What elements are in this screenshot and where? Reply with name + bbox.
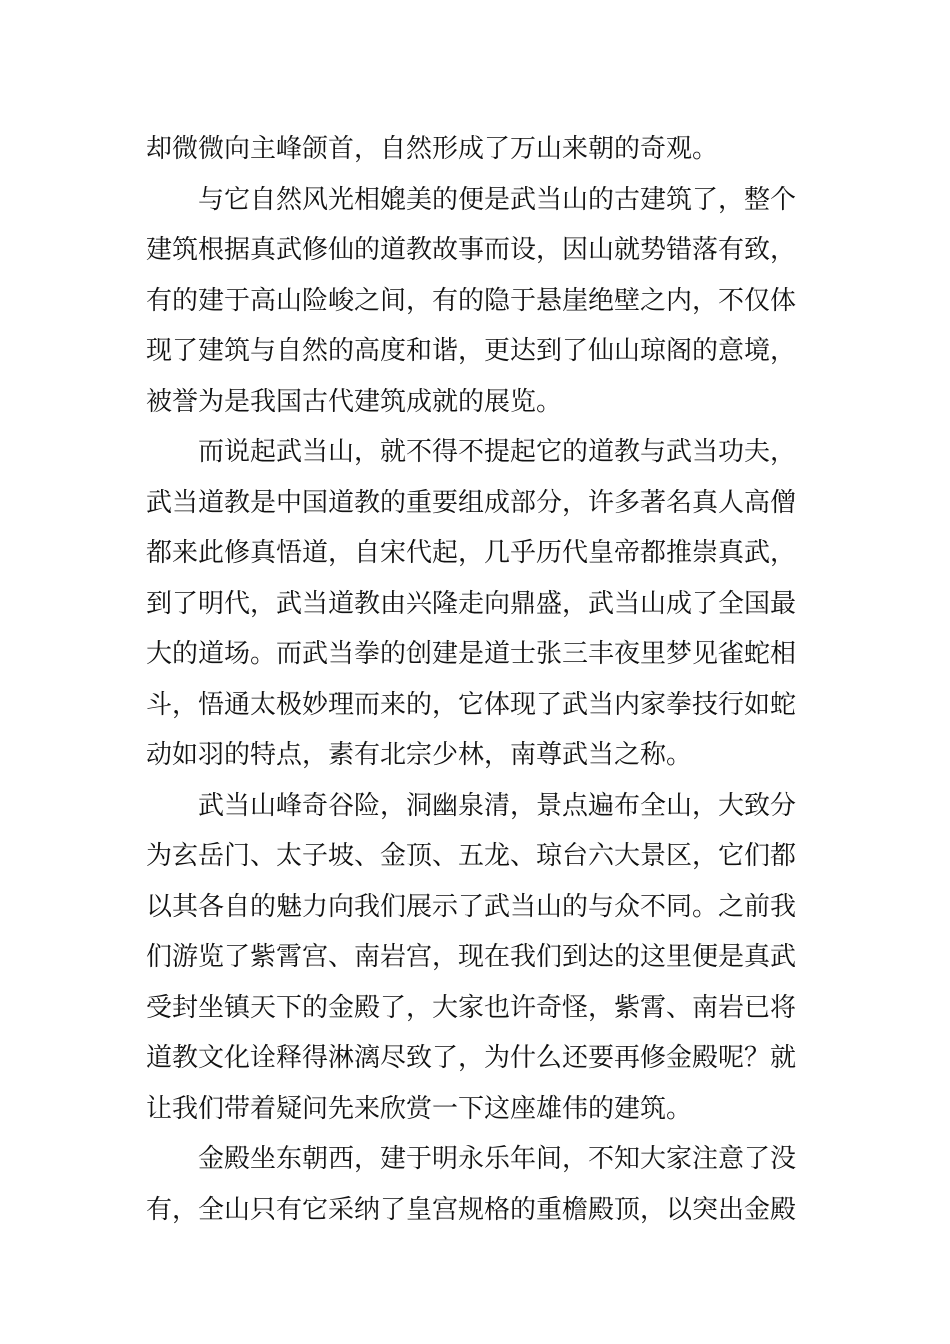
text-line: 到了明代，武当道教由兴隆走向鼎盛，武当山成了全国最 bbox=[146, 588, 797, 619]
text-line: 让我们带着疑问先来欣赏一下这座雄伟的建筑。 bbox=[146, 1093, 693, 1124]
paragraph-first-line: 金殿坐东朝西，建于明永乐年间，不知大家注意了没 bbox=[198, 1144, 797, 1174]
text-line: 现了建筑与自然的高度和谐，更达到了仙山琼阁的意境， bbox=[146, 336, 797, 366]
text-line: 大的道场。而武当拳的创建是道士张三丰夜里梦见雀蛇相 bbox=[146, 639, 797, 669]
text-line: 建筑根据真武修仙的道教故事而设，因山就势错落有致， bbox=[146, 235, 797, 265]
text-line: 却微微向主峰颌首，自然形成了万山来朝的奇观。 bbox=[146, 134, 719, 164]
text-line: 动如羽的特点，素有北宗少林，南尊武当之称。 bbox=[146, 740, 693, 770]
text-line: 受封坐镇天下的金殿了，大家也许奇怪，紫霄、南岩已将 bbox=[146, 992, 797, 1023]
text-line: 有的建于高山险峻之间，有的隐于悬崖绝壁之内，不仅体 bbox=[146, 285, 797, 316]
text-line: 以其各自的魅力向我们展示了武当山的与众不同。之前我 bbox=[146, 891, 797, 922]
text-line: 斗，悟通太极妙理而来的，它体现了武当内家拳技行如蛇 bbox=[146, 689, 797, 720]
text-line: 有，全山只有它采纳了皇宫规格的重檐殿顶，以突出金殿 bbox=[146, 1194, 797, 1225]
text-line: 为玄岳门、太子坡、金顶、五龙、琼台六大景区，它们都 bbox=[146, 841, 797, 871]
body-text bbox=[146, 124, 808, 1235]
text-line: 们游览了紫霄宫、南岩宫，现在我们到达的这里便是真武 bbox=[146, 942, 797, 972]
text-line: 道教文化诠释得淋漓尽致了，为什么还要再修金殿呢？就 bbox=[146, 1043, 797, 1073]
text-line: 武当道教是中国道教的重要组成部分，许多著名真人高僧 bbox=[146, 487, 797, 518]
paragraph-first-line: 与它自然风光相媲美的便是武当山的古建筑了，整个 bbox=[198, 184, 797, 215]
paragraph-first-line: 武当山峰奇谷险，洞幽泉清，景点遍布全山，大致分 bbox=[198, 790, 797, 821]
paragraph-first-line: 而说起武当山，就不得不提起它的道教与武当功夫， bbox=[198, 437, 797, 467]
text-line: 都来此修真悟道，自宋代起，几乎历代皇帝都推崇真武， bbox=[146, 538, 797, 568]
text-line: 被誉为是我国古代建筑成就的展览。 bbox=[146, 386, 563, 417]
